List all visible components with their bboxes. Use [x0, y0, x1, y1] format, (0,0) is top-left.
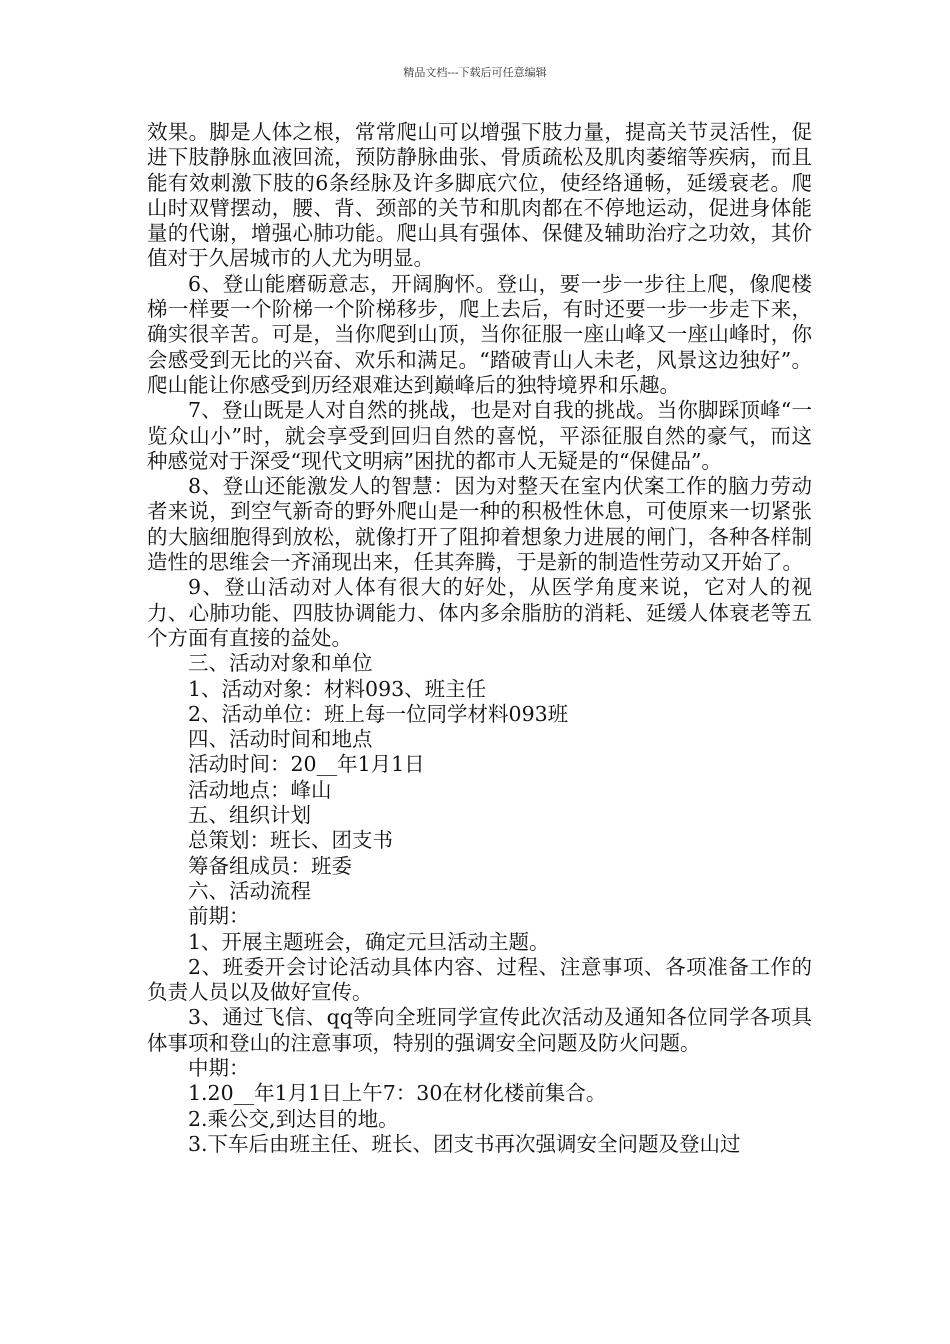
section-heading: 六、活动流程 [188, 878, 311, 903]
paragraph: 8、登山还能激发人的智慧：因为对整天在室内伏案工作的脑力劳动者来说，到空气新奇的野外爬山是一种的积极性休息，可使原来一切紧张的大脑细胞得到放松，就像打开了阻抑着想象力进展的闸门，各种各样制造性的思维会一齐涌现出来，任其奔腾，于是新的制造性劳动又开始了。 [147, 474, 812, 575]
paragraph: 效果。脚是人体之根，常常爬山可以增强下肢力量，提高关节灵活性，促进下肢静脉血液回流，预防静脉曲张、骨质疏松及肌肉萎缩等疾病，而且能有效刺激下肢的6条经脉及许多脚底穴位，使经络通畅，延缓衰老。爬山时双臂摆动，腰、背、颈部的关节和肌肉都在不停地运动，促进身体能量的代谢，增强心肺功能。爬山具有强体、保健及辅助治疗之功效，其价值对于久居城市的人尤为明显。 [147, 120, 812, 271]
list-item: 总策划：班长、团支书 [188, 828, 393, 853]
list-item: 活动时间：20__年1月1日 [188, 752, 425, 777]
subheading: 前期： [188, 904, 250, 929]
list-item: 筹备组成员：班委 [188, 853, 352, 878]
list-item: 2、活动单位：班上每一位同学材料093班 [188, 701, 569, 726]
section-heading: 五、组织计划 [188, 803, 311, 828]
list-item: 2、班委开会讨论活动具体内容、过程、注意事项、各项准备工作的负责人员以及做好宣传。 [147, 954, 812, 1005]
paragraph: 6、登山能磨砺意志，开阔胸怀。登山，要一步一步往上爬，像爬楼梯一样要一个阶梯一个阶梯移步，爬上去后，有时还要一步一步走下来，确实很辛苦。可是，当你爬到山顶，当你征服一座山峰又一座山峰时，你会感受到无比的兴奋、欢乐和满足。“踏破青山人未老，风景这边独好”。爬山能让你感受到历经艰难达到巅峰后的独特境界和乐趣。 [147, 271, 812, 397]
list-item: 3.下车后由班主任、班长、团支书再次强调安全问题及登山过 [188, 1131, 741, 1156]
list-item: 1、开展主题班会，确定元旦活动主题。 [188, 929, 550, 954]
section-heading: 四、活动时间和地点 [188, 727, 373, 752]
page-header: 精品文档---下载后可任意编辑 [403, 66, 547, 79]
list-item: 活动地点：峰山 [188, 777, 332, 802]
section-heading: 三、活动对象和单位 [188, 651, 373, 676]
list-item: 2.乘公交,到达目的地。 [188, 1106, 399, 1131]
list-item: 3、通过飞信、qq等向全班同学宣传此次活动及通知各位同学各项具体事项和登山的注意事项，特别的强调安全问题及防火问题。 [147, 1005, 812, 1055]
list-item: 1、活动对象：材料093、班主任 [188, 676, 487, 701]
document-body [147, 120, 812, 1157]
list-item: 1.20__年1月1日上午7：30在材化楼前集合。 [188, 1081, 607, 1106]
subheading: 中期： [188, 1055, 250, 1080]
paragraph: 7、登山既是人对自然的挑战，也是对自我的挑战。当你脚踩顶峰“一览众山小”时，就会享受到回归自然的喜悦，平添征服自然的豪气，而这种感觉对于深受“现代文明病”困扰的都市人无疑是的“保健品”。 [147, 398, 812, 473]
paragraph: 9、登山活动对人体有很大的好处，从医学角度来说，它对人的视力、心肺功能、四肢协调能力、体内多余脂肪的消耗、延缓人体衰老等五个方面有直接的益处。 [147, 575, 812, 650]
